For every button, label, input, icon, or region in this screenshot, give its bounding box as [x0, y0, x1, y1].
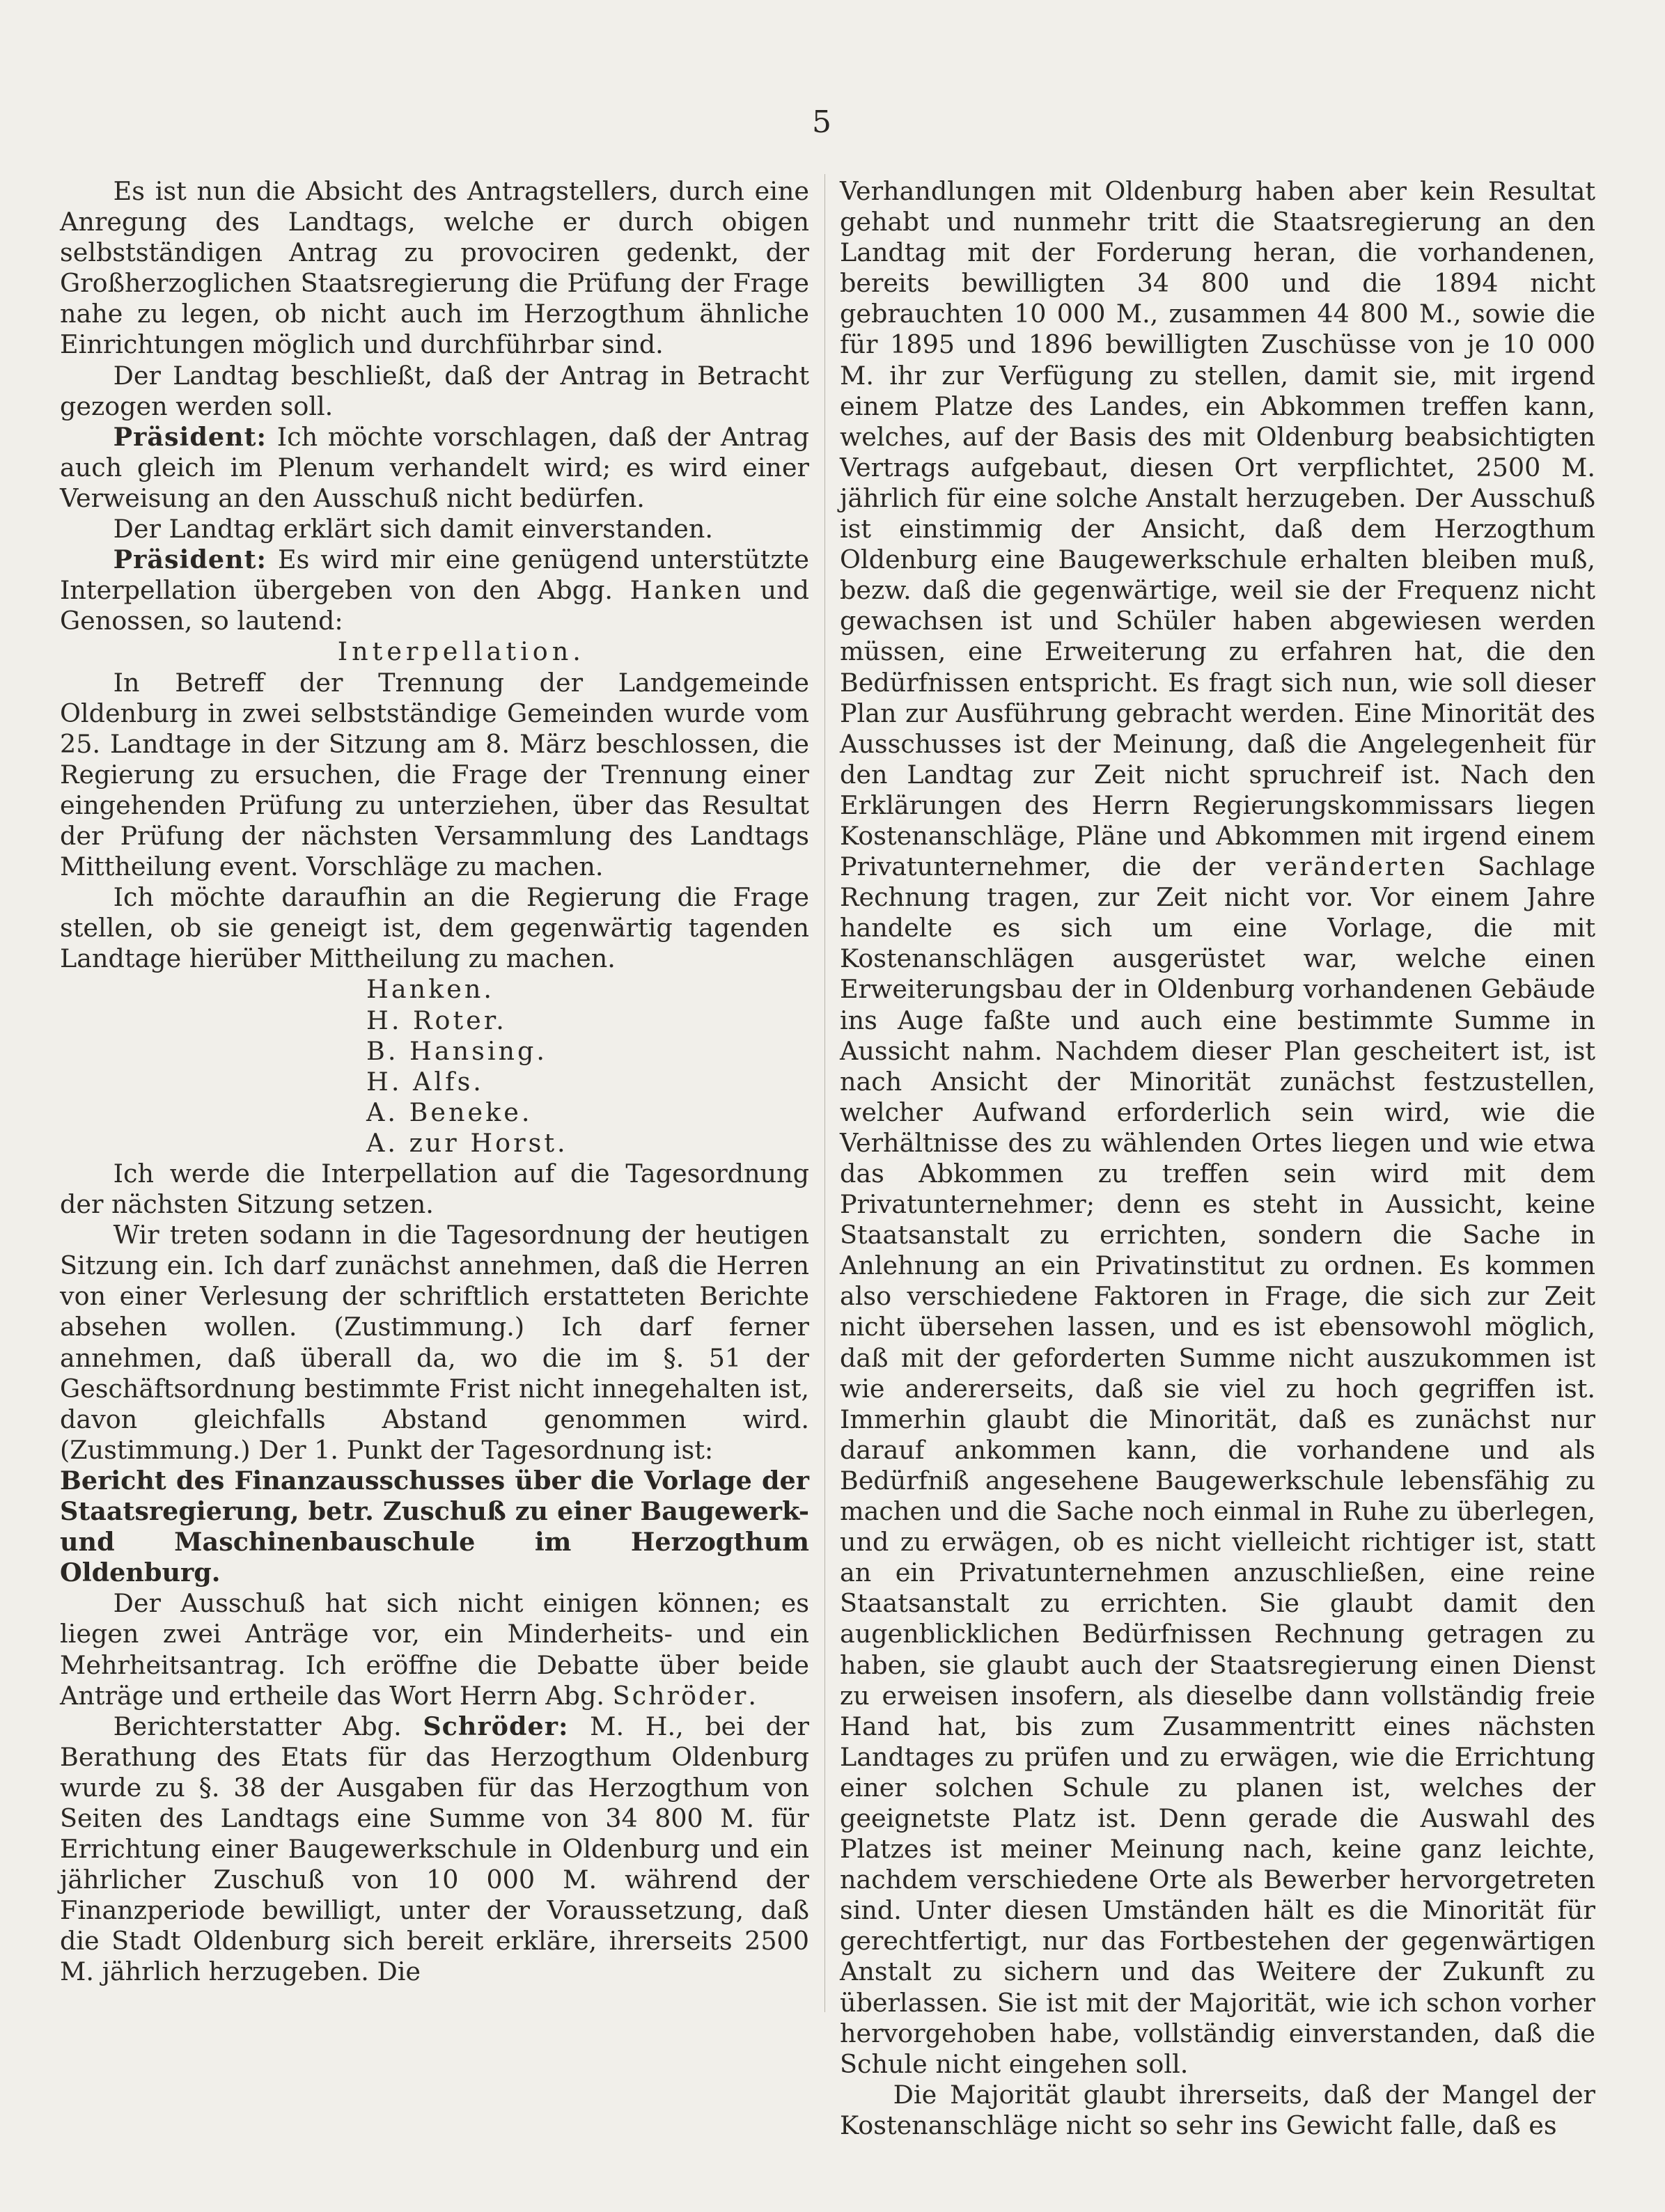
paragraph: Ich möchte daraufhin an die Regierung die Frage stellen, ob sie geneigt ist, dem gegenwärtig tagenden Landtage hierüber Mittheilung zu machen.	[60, 882, 809, 974]
paragraph-text: Ich möchte vorschlagen, daß der Antrag auch gleich im Plenum verhandelt wird; es wird einer Verweisung an den Ausschuß nicht bedürfen.	[60, 421, 809, 513]
agenda-heading: Bericht des Finanzausschusses über die Vorlage der Staatsregierung, betr. Zuschuß zu einer Baugewerk- und Maschinenbauschule im Herzogthum Oldenburg.	[60, 1465, 809, 1588]
emphasized-word: veränderten	[1265, 852, 1448, 882]
signatory: A. zur Horst.	[366, 1127, 568, 1158]
paragraph: Wir treten sodann in die Tagesordnung der heutigen Sitzung ein. Ich darf zunächst annehmen, daß die Herren von einer Verlesung der schriftlich erstatteten Berichte absehen wollen. (Zustimmung.) Ich darf ferner annehmen, daß überall da, wo die im §. 51 der Geschäftsordnung bestimmte Frist nicht innegehalten ist, davon gleichfalls Abstand genommen wird. (Zustimmung.) Der 1. Punkt der Tagesordnung ist:	[60, 1220, 809, 1465]
signatory: H. Alfs.	[366, 1066, 484, 1097]
paragraph	[60, 1588, 809, 1711]
signatory: Hanken.	[366, 974, 494, 1005]
paragraph-text: Berichterstatter Abg.	[113, 1711, 423, 1741]
signatory: B. Hansing.	[366, 1035, 548, 1066]
paragraph: Der Landtag erklärt sich damit einverstanden.	[113, 514, 713, 544]
paragraph	[60, 544, 809, 636]
member-name: Schröder	[612, 1680, 749, 1711]
paragraph	[60, 1711, 809, 1988]
signatory: H. Roter.	[366, 1005, 507, 1035]
paragraph: Der Landtag beschließt, daß der Antrag in Betracht gezogen werden soll.	[60, 360, 809, 421]
paragraph	[60, 422, 809, 514]
page-number: 5	[812, 104, 831, 140]
right-column	[840, 176, 1595, 2141]
paragraph-text: und Genossen, so lautend:	[60, 575, 810, 636]
paragraph	[840, 176, 1595, 2080]
paragraph: Die Majorität glaubt ihrerseits, daß der Mangel der Kostenanschläge nicht so sehr ins Gewicht falle, daß es	[840, 2079, 1595, 2140]
left-column	[60, 176, 809, 1988]
paragraph-text: Der Ausschuß hat sich nicht einigen können; es liegen zwei Anträge vor, ein Minderheits- und ein Mehrheitsantrag. Ich eröffne die Debatte über beide Anträge und ertheile das Wort Herrn Abg.	[60, 1588, 809, 1711]
paragraph-text: Verhandlungen mit Oldenburg haben aber kein Resultat gehabt und nunmehr tritt die Staatsregierung an den Landtag mit der Forderung heran, die vorhandenen, bereits bewilligten 34 800 und die 1894 nicht gebrauchten 10 000 M., zusammen 44 800 M., sowie die für 1895 und 1896 bewilligten Zuschüsse von je 10 000 M. ihr zur Verfügung zu stellen, damit sie, mit irgend einem Platze des Landes, ein Abkommen treffen kann, welches, auf der Basis des mit Oldenburg beabsichtigten Vertrags aufgebaut, diesen Ort verpflichtet, 2500 M. jährlich für eine solche Anstalt herzugeben. Der Ausschuß ist einstimmig der Ansicht, daß dem Herzogthum Oldenburg eine Baugewerkschule erhalten bleiben muß, bezw. daß die gegenwärtige, weil sie der Frequenz nicht gewachsen ist und Schüler haben abgewiesen werden müssen, eine Erweiterung zu erfahren hat, die den Bedürfnissen entspricht. Es fragt sich nun, wie soll dieser Plan zur Ausführung gebracht werden. Eine Minorität des Ausschusses ist der Meinung, daß die Angelegenheit für den Landtag zur Zeit nicht spruchreif ist. Nach den Erklärungen des Herrn Regierungskommissars liegen Kostenanschläge, Pläne und Abkommen mit irgend einem Privatunternehmer, die der	[840, 176, 1595, 882]
speaker-name: Präsident:	[113, 421, 267, 452]
paragraph-text: Sachlage Rechnung tragen, zur Zeit nicht vor. Vor einem Jahre handelte es sich um eine Vorlage, die mit Kostenanschlägen ausgerüstet war, welche einen Erweiterungsbau der in Oldenburg vorhandenen Gebäude ins Auge faßte und auch eine bestimmte Summe in Aussicht nahm. Nachdem dieser Plan gescheitert ist, ist nach Ansicht der Minorität zunächst festzustellen, welcher Aufwand erforderlich sein wird, wie die Verhältnisse des zu wählenden Ortes liegen und wie etwa das Abkommen zu treffen sein wird mit dem Privatunternehmer; denn es steht in Aussicht, keine Staatsanstalt zu errichten, sondern die Sache in Anlehnung an ein Privatinstitut zu ordnen. Es kommen also verschiedene Faktoren in Frage, die sich zur Zeit nicht übersehen lassen, und es ist ebensowohl möglich, daß mit der geforderten Summe nicht auszukommen ist wie andererseits, daß sie viel zu hoch gegriffen ist. Immerhin glaubt die Minorität, daß es zunächst nur darauf ankommen kann, die vorhandene und als Bedürfniß angesehene Baugewerkschule lebensfähig zu machen und die Sache noch einmal in Ruhe zu überlegen, und zu erwägen, ob es nicht vielleicht richtiger ist, statt an ein Privatunternehmen anzuschließen, eine reine Staatsanstalt zu errichten. Sie glaubt damit den augenblicklichen Bedürfnissen Rechnung getragen zu haben, sie glaubt auch der Staatsregierung einen Dienst zu erweisen insofern, als dieselbe dann vollständig freie Hand hat, bis zum Zusammentritt eines nächsten Landtages zu prüfen und zu erwägen, wie die Errichtung einer solchen Schule zu planen ist, welches der geeignetste Platz ist. Denn gerade die Auswahl des Platzes ist meiner Meinung nach, keine ganz leichte, nachdem verschiedene Orte als Bewerber hervorgetreten sind. Unter diesen Umständen hält es die Minorität für gerechtfertigt, nur das Fortbestehen der gegenwärtigen Anstalt zu sichern und das Weitere der Zukunft zu überlassen. Sie ist mit der Majorität, wie ich schon vorher hervorgehoben habe, vollständig einverstanden, daß die Schule nicht eingehen soll.	[840, 852, 1595, 2079]
member-name: Hanken	[630, 575, 743, 606]
paragraph: In Betreff der Trennung der Landgemeinde Oldenburg in zwei selbstständige Gemeinden wurde vom 25. Landtage in der Sitzung am 8. März beschlossen, die Regierung zu ersuchen, die Frage der Trennung einer eingehenden Prüfung zu unterziehen, über das Resultat der Prüfung der nächsten Versammlung des Landtags Mittheilung event. Vorschläge zu machen.	[60, 667, 809, 882]
signatory: A. Beneke.	[366, 1097, 533, 1127]
paragraph: Es ist nun die Absicht des Antragstellers, durch eine Anregung des Landtags, welche er durch obigen selbstständigen Antrag zu provociren gedenkt, der Großherzoglichen Staatsregierung die Prüfung der Frage nahe zu legen, ob nicht auch im Herzogthum ähnliche Einrichtungen möglich und durchführbar sind.	[60, 176, 809, 360]
speaker-name: Präsident:	[113, 544, 267, 575]
paragraph-text: .	[748, 1680, 756, 1711]
interpellation-title: Interpellation.	[337, 636, 585, 667]
signatories	[60, 974, 809, 1159]
column-divider	[824, 174, 825, 2012]
paragraph: Ich werde die Interpellation auf die Tagesordnung der nächsten Sitzung setzen.	[60, 1159, 809, 1220]
speaker-name: Schröder:	[423, 1711, 569, 1741]
paragraph-text: Es wird mir eine genügend unterstützte Interpellation übergeben von den Abgg.	[60, 544, 809, 606]
paragraph-text: M. H., bei der Berathung des Etats für das Herzogthum Oldenburg wurde zu §. 38 der Ausgaben für das Herzogthum von Seiten des Landtags eine Summe von 34 800 M. für Errichtung einer Baugewerkschule in Oldenburg und ein jährlicher Zuschuß von 10 000 M. während der Finanzperiode bewilligt, unter der Voraussetzung, daß die Stadt Oldenburg sich bereit erkläre, ihrerseits 2500 M. jährlich herzugeben. Die	[60, 1711, 809, 1987]
